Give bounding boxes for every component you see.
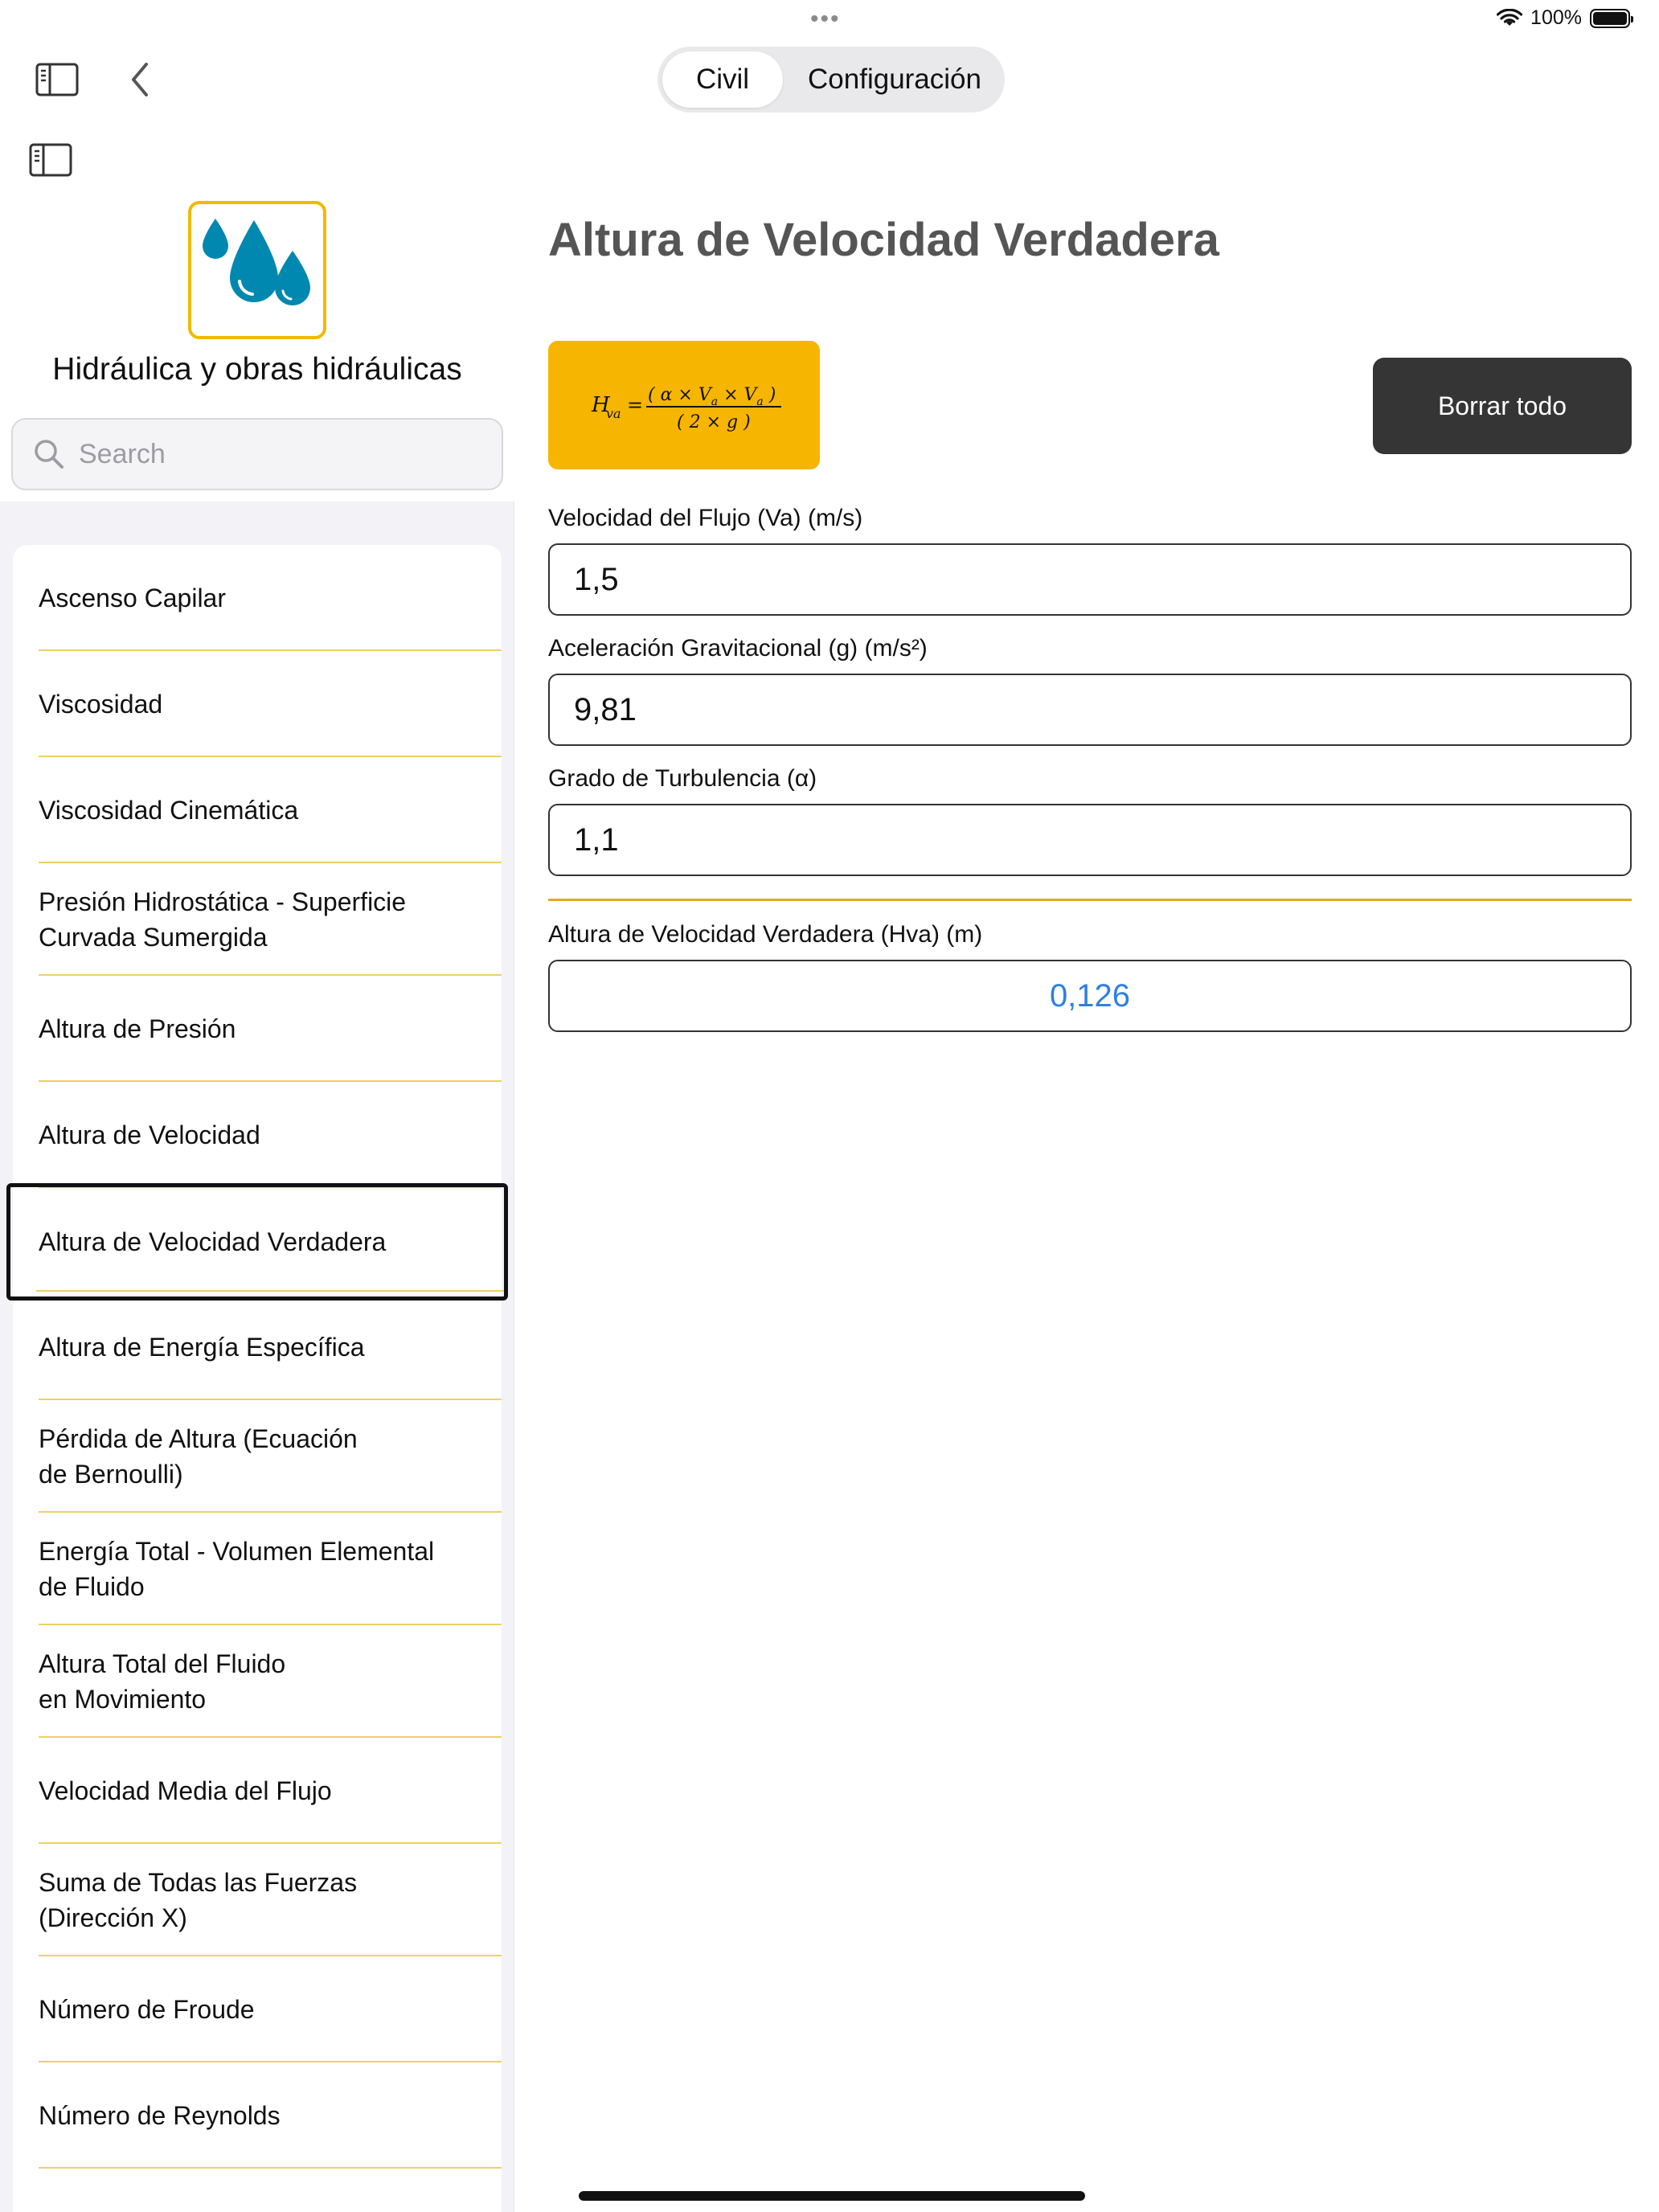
formula-denominator: ( 2 × g ) bbox=[677, 412, 751, 432]
app-logo bbox=[188, 201, 326, 339]
formula-lhs-sub: va bbox=[606, 406, 621, 421]
search-field[interactable] bbox=[11, 418, 503, 490]
list-item-altura-presion[interactable] bbox=[13, 976, 502, 1082]
list-item-label: Viscosidad Cinemática bbox=[39, 796, 299, 825]
list-item-label: Viscosidad bbox=[39, 690, 163, 719]
formula-lhs: H bbox=[592, 393, 610, 417]
list-item-label: Ascenso Capilar bbox=[39, 584, 226, 612]
water-drops-icon bbox=[191, 204, 323, 336]
list-item-altura-energia-especifica[interactable] bbox=[13, 1294, 502, 1400]
list-item-label: Presión Hidrostática - Superficie Curvada Sumergida bbox=[39, 887, 407, 952]
list-item-label: Altura de Presión bbox=[39, 1014, 236, 1043]
clear-all-button[interactable]: Borrar todo bbox=[1373, 358, 1632, 454]
list-item-viscosidad-cinematica[interactable] bbox=[13, 757, 502, 863]
list-item-viscosidad[interactable] bbox=[13, 651, 502, 757]
flow-velocity-input[interactable]: 1,5 bbox=[548, 543, 1632, 616]
list-item-label: Altura de Energía Específica bbox=[39, 1333, 365, 1362]
list-item-label: Número de Froude bbox=[39, 1995, 255, 2024]
list-item-presion-hidrostatica[interactable] bbox=[13, 863, 502, 976]
sidebar-toggle-icon[interactable] bbox=[35, 63, 79, 96]
list-item-label: Altura Total del Fluido en Movimiento bbox=[39, 1649, 286, 1714]
list-item-numero-froude[interactable] bbox=[13, 1956, 502, 2062]
back-chevron-icon[interactable] bbox=[129, 61, 151, 98]
app-title: Hidráulica y obras hidráulicas bbox=[52, 352, 462, 387]
category-segmented-control bbox=[657, 47, 1005, 113]
wifi-icon bbox=[1497, 9, 1522, 28]
calculator-list bbox=[13, 545, 502, 2212]
list-item-altura-velocidad[interactable] bbox=[13, 1082, 502, 1188]
formula bbox=[548, 341, 820, 469]
list-item-suma-fuerzas[interactable] bbox=[13, 1844, 502, 1956]
status-indicators bbox=[1497, 6, 1630, 30]
search-icon bbox=[32, 437, 66, 471]
multitasking-dots-icon[interactable]: ••• bbox=[810, 6, 841, 32]
segment-civil[interactable]: Civil bbox=[662, 51, 783, 108]
battery-percent: 100% bbox=[1530, 6, 1582, 29]
list-item-label: Pérdida de Altura (Ecuación de Bernoulli) bbox=[39, 1424, 358, 1489]
list-item-numero-reynolds[interactable] bbox=[13, 2062, 502, 2169]
segment-configuracion[interactable]: Configuración bbox=[808, 63, 981, 95]
result-label: Altura de Velocidad Verdadera (Hva) (m) bbox=[548, 921, 983, 948]
home-indicator[interactable] bbox=[579, 2191, 1085, 2201]
list-item-velocidad-media[interactable] bbox=[13, 1738, 502, 1844]
search-placeholder: Search bbox=[79, 438, 166, 469]
gravity-input[interactable]: 9,81 bbox=[548, 674, 1632, 746]
result-output: 0,126 bbox=[548, 960, 1632, 1032]
flow-velocity-label: Velocidad del Flujo (Va) (m/s) bbox=[548, 505, 863, 531]
result-divider bbox=[548, 899, 1632, 901]
list-item-label: Altura de Velocidad bbox=[39, 1120, 260, 1149]
sidebar-toggle-secondary-icon[interactable] bbox=[29, 143, 72, 177]
page-title: Altura de Velocidad Verdadera bbox=[548, 214, 1219, 266]
turbulence-label: Grado de Turbulencia (α) bbox=[548, 765, 817, 792]
list-item-label: Suma de Todas las Fuerzas (Dirección X) bbox=[39, 1868, 358, 1932]
list-item-label: Velocidad Media del Flujo bbox=[39, 1776, 332, 1805]
list-item-energia-total[interactable] bbox=[13, 1513, 502, 1625]
list-item-label: Número de Reynolds bbox=[39, 2101, 281, 2130]
list-item-altura-total-fluido[interactable] bbox=[13, 1625, 502, 1738]
gravity-label: Aceleración Gravitacional (g) (m/s²) bbox=[548, 635, 928, 662]
list-item-altura-velocidad-verdadera[interactable] bbox=[6, 1183, 508, 1301]
list-item-label: Energía Total - Volumen Elemental de Fluido bbox=[39, 1537, 435, 1601]
sidebar bbox=[0, 0, 514, 2212]
formula-equals: = bbox=[627, 394, 644, 416]
battery-icon bbox=[1590, 9, 1630, 28]
list-item-perdida-altura[interactable] bbox=[13, 1400, 502, 1513]
turbulence-input[interactable]: 1,1 bbox=[548, 804, 1632, 876]
list-item-label: Altura de Velocidad Verdadera bbox=[39, 1227, 387, 1256]
formula-image bbox=[548, 341, 820, 469]
formula-numerator: ( $\alpha \times V_a \times V_a$ ) bbox=[648, 385, 776, 408]
list-item-ascenso-capilar[interactable] bbox=[13, 545, 502, 651]
